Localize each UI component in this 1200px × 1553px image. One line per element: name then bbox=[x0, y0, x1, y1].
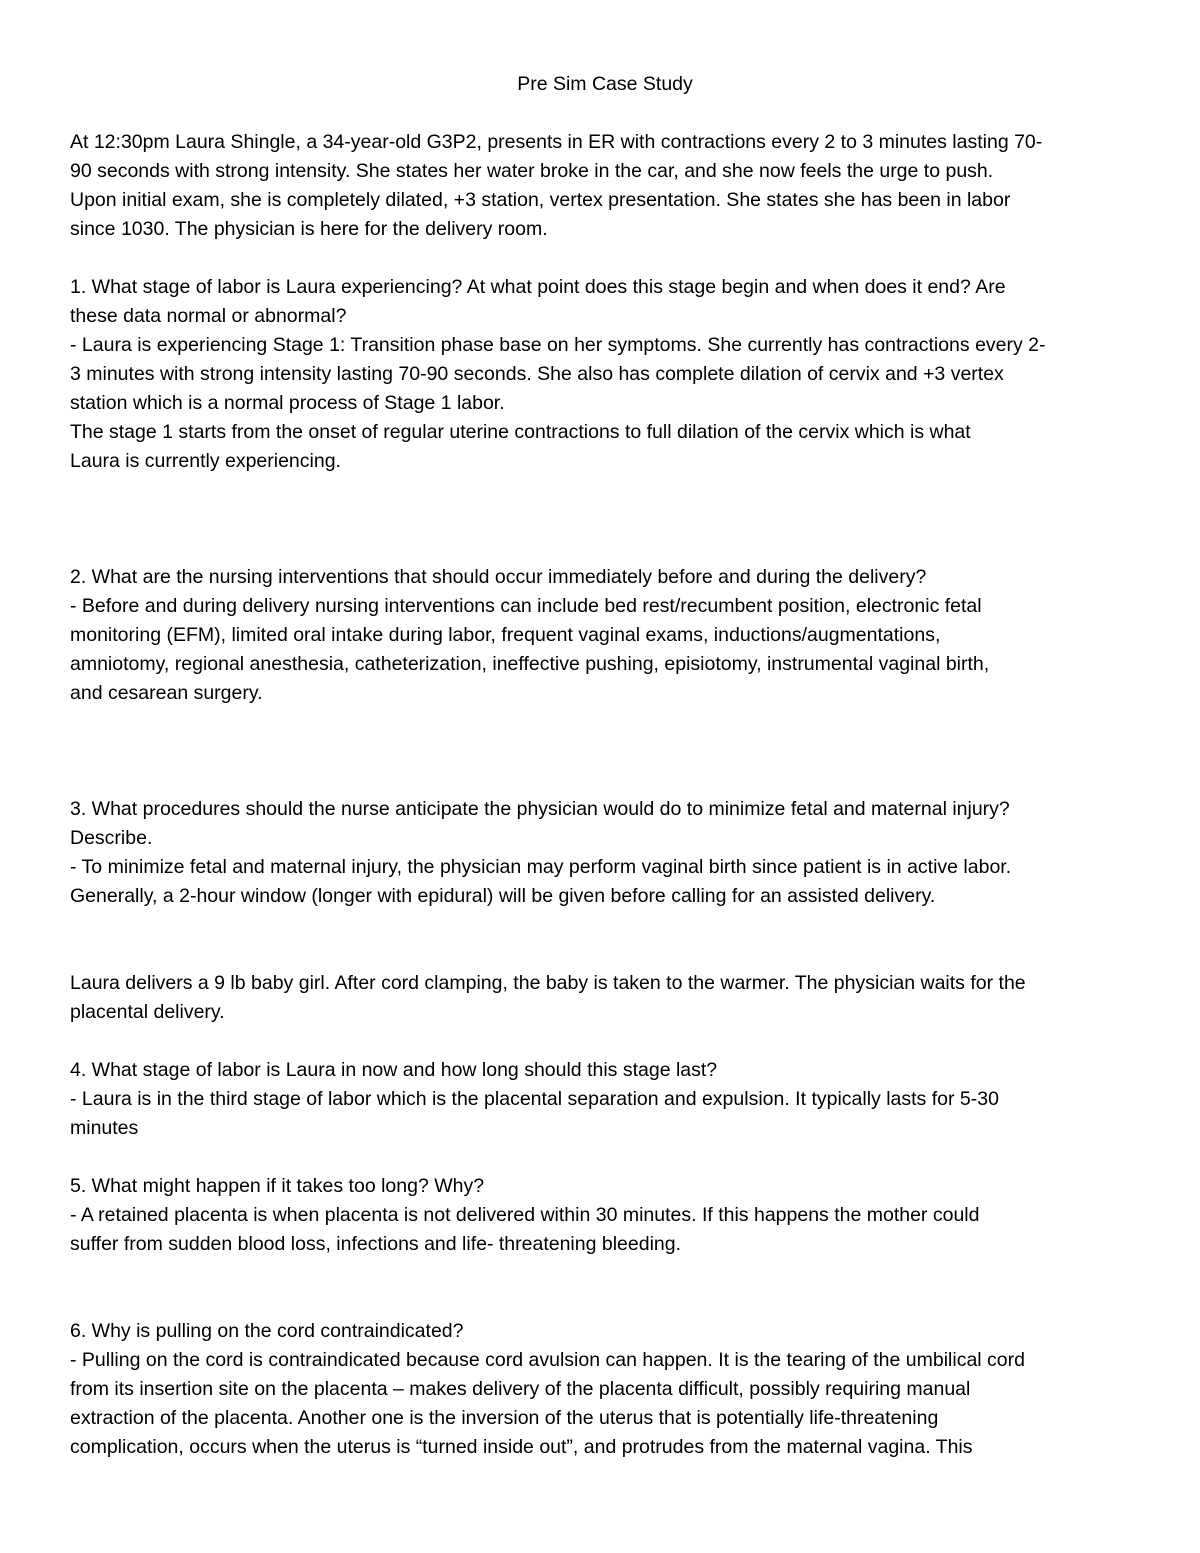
text-line: 3. What procedures should the nurse anticipate the physician would do to minimize fetal and maternal injury? bbox=[70, 798, 1010, 820]
text-line: - Laura is experiencing Stage 1: Transition phase base on her symptoms. She currently has contractions every 2- bbox=[70, 334, 1046, 356]
question-3 bbox=[70, 795, 1140, 911]
question-1 bbox=[70, 273, 1140, 476]
text-line: 3 minutes with strong intensity lasting 70-90 seconds. She also has complete dilation of cervix and +3 vertex bbox=[70, 363, 1004, 385]
spacer bbox=[70, 1143, 1140, 1172]
text-line: these data normal or abnormal? bbox=[70, 305, 347, 327]
question-4 bbox=[70, 1056, 1140, 1143]
intro-paragraph bbox=[70, 128, 1140, 244]
text-line: placental delivery. bbox=[70, 1001, 225, 1023]
text-line: The stage 1 starts from the onset of regular uterine contractions to full dilation of the cervix which is what bbox=[70, 421, 971, 443]
spacer bbox=[70, 476, 1140, 563]
text-line: minutes bbox=[70, 1117, 139, 1139]
text-line: Describe. bbox=[70, 827, 153, 849]
text-line: 2. What are the nursing interventions that should occur immediately before and during the delivery? bbox=[70, 566, 927, 588]
spacer bbox=[70, 99, 1140, 128]
text-line: At 12:30pm Laura Shingle, a 34-year-old G3P2, presents in ER with contractions every 2 to 3 minutes lasting 70- bbox=[70, 131, 1043, 153]
text-line: - A retained placenta is when placenta is not delivered within 30 minutes. If this happens the mother could bbox=[70, 1204, 980, 1226]
text-line: extraction of the placenta. Another one is the inversion of the uterus that is potentially life-threatening bbox=[70, 1407, 939, 1429]
text-line: monitoring (EFM), limited oral intake during labor, frequent vaginal exams, inductions/augmentations, bbox=[70, 624, 941, 646]
text-line: complication, occurs when the uterus is “turned inside out”, and protrudes from the maternal vagina. This bbox=[70, 1436, 973, 1458]
delivery-paragraph bbox=[70, 969, 1140, 1027]
text-line: - Laura is in the third stage of labor which is the placental separation and expulsion. It typically lasts for 5-30 bbox=[70, 1088, 999, 1110]
spacer bbox=[70, 1259, 1140, 1317]
text-line: Laura is currently experiencing. bbox=[70, 450, 341, 472]
text-line: Upon initial exam, she is completely dilated, +3 station, vertex presentation. She states she has been in labor bbox=[70, 189, 1011, 211]
spacer bbox=[70, 911, 1140, 969]
text-line: station which is a normal process of Stage 1 labor. bbox=[70, 392, 505, 414]
text-line: - Pulling on the cord is contraindicated because cord avulsion can happen. It is the tearing of the umbilical cord bbox=[70, 1349, 1025, 1371]
text-line: amniotomy, regional anesthesia, catheterization, ineffective pushing, episiotomy, instrumental vaginal birth, bbox=[70, 653, 990, 675]
text-line: 90 seconds with strong intensity. She states her water broke in the car, and she now feels the urge to push. bbox=[70, 160, 994, 182]
text-line: from its insertion site on the placenta – makes delivery of the placenta difficult, possibly requiring manual bbox=[70, 1378, 971, 1400]
page-title: Pre Sim Case Study bbox=[517, 73, 693, 95]
question-6 bbox=[70, 1317, 1140, 1462]
text-line: since 1030. The physician is here for the delivery room. bbox=[70, 218, 548, 240]
text-line: 6. Why is pulling on the cord contraindicated? bbox=[70, 1320, 464, 1342]
question-2 bbox=[70, 563, 1140, 708]
spacer bbox=[70, 708, 1140, 795]
text-line: and cesarean surgery. bbox=[70, 682, 263, 704]
text-line: Generally, a 2-hour window (longer with epidural) will be given before calling for an assisted delivery. bbox=[70, 885, 936, 907]
text-line: 4. What stage of labor is Laura in now and how long should this stage last? bbox=[70, 1059, 718, 1081]
question-5 bbox=[70, 1172, 1140, 1259]
text-line: 5. What might happen if it takes too long? Why? bbox=[70, 1175, 485, 1197]
text-line: suffer from sudden blood loss, infections and life- threatening bleeding. bbox=[70, 1233, 682, 1255]
spacer bbox=[70, 1027, 1140, 1056]
text-line: - Before and during delivery nursing interventions can include bed rest/recumbent position, electronic fetal bbox=[70, 595, 982, 617]
spacer bbox=[70, 244, 1140, 273]
text-line: Laura delivers a 9 lb baby girl. After cord clamping, the baby is taken to the warmer. The physician waits for the bbox=[70, 972, 1026, 994]
document-page bbox=[70, 70, 1140, 1462]
text-line: 1. What stage of labor is Laura experiencing? At what point does this stage begin and when does it end? Are bbox=[70, 276, 1006, 298]
text-line: - To minimize fetal and maternal injury, the physician may perform vaginal birth since patient is in active labor. bbox=[70, 856, 1012, 878]
